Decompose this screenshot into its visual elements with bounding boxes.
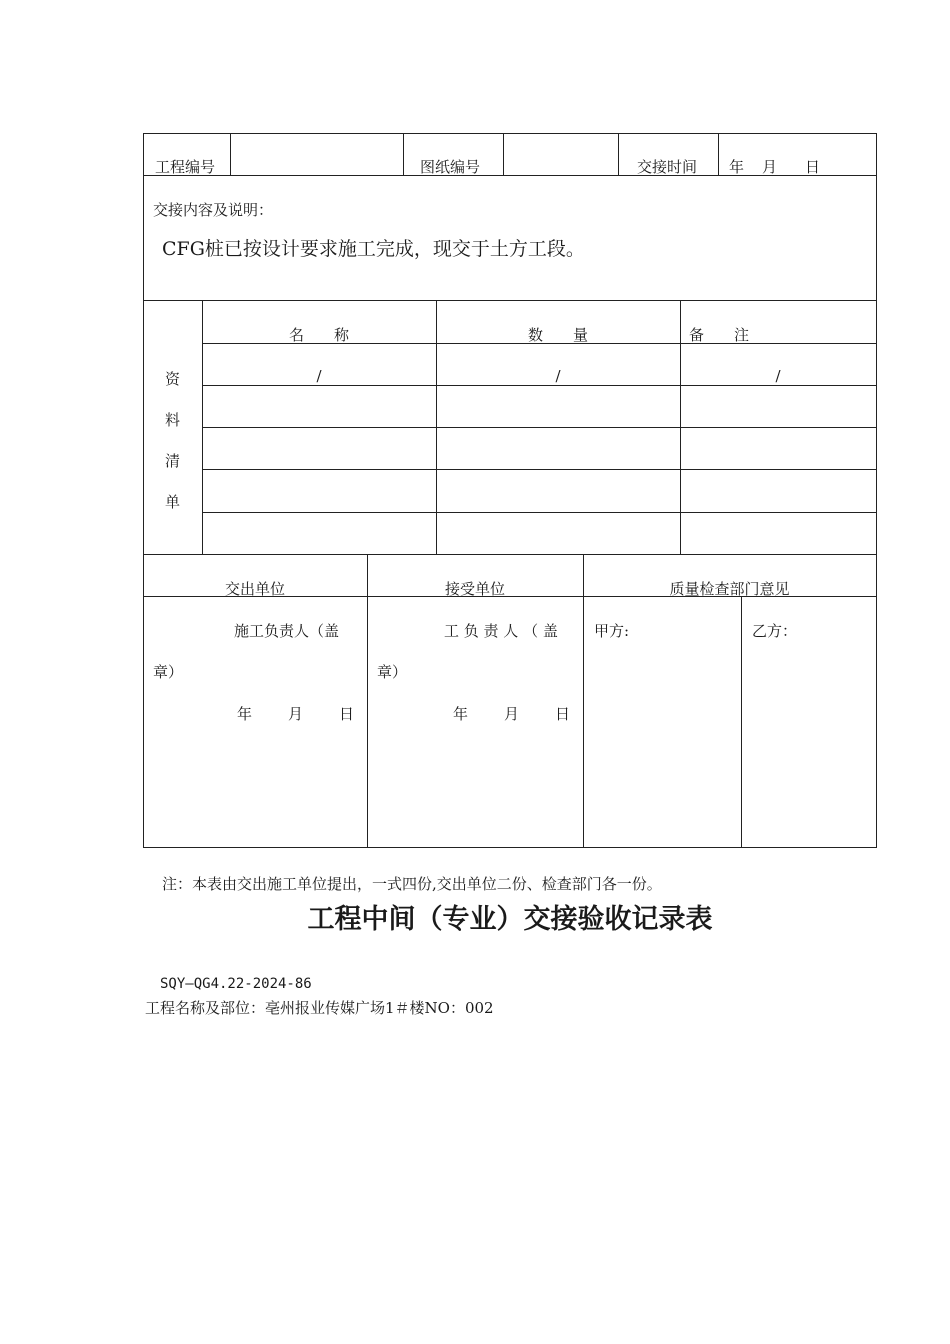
handover-date-year: 年 <box>237 705 253 723</box>
materials-cell-remarks: / <box>775 367 781 385</box>
receiving-signer-line1: 工 负 责 人 （ 盖 <box>444 622 558 640</box>
materials-side-label-4: 单 <box>165 493 181 511</box>
handover-date-month: 月 <box>288 705 304 723</box>
party-a-label: 甲方: <box>594 622 630 640</box>
column-header-name: 名 称 <box>288 326 349 344</box>
materials-side-label-1: 资 <box>165 370 181 388</box>
date-day: 日 <box>805 158 821 176</box>
handover-unit-header: 交出单位 <box>224 580 285 598</box>
page-title: 工程中间（专业）交接验收记录表 <box>307 904 713 935</box>
qc-opinion-header: 质量检查部门意见 <box>669 580 790 598</box>
project-no-label: 工程编号 <box>155 158 216 176</box>
form-code: SQY—QG4.22-2024-86 <box>160 976 312 992</box>
footnote: 注：本表由交出施工单位提出，一式四份,交出单位二份、检查部门各一份。 <box>162 875 662 893</box>
content-label: 交接内容及说明： <box>153 201 274 219</box>
materials-cell-quantity: / <box>555 367 561 385</box>
date-month: 月 <box>762 158 778 176</box>
handover-signer-line1: 施工负责人（盖 <box>234 622 340 640</box>
materials-side-label-3: 清 <box>165 452 181 470</box>
handover-date-day: 日 <box>339 705 355 723</box>
receiving-signer-line2: 章） <box>377 663 408 681</box>
date-year: 年 <box>729 158 745 176</box>
project-info: 工程名称及部位：亳州报业传媒广场1＃楼NO：002 <box>145 999 494 1017</box>
receiving-date-year: 年 <box>453 705 469 723</box>
receiving-unit-header: 接受单位 <box>444 580 505 598</box>
handover-signer-line2: 章） <box>153 663 184 681</box>
column-header-remarks: 备 注 <box>689 326 750 344</box>
receiving-date-month: 月 <box>504 705 520 723</box>
receiving-date-day: 日 <box>555 705 571 723</box>
materials-side-label-2: 料 <box>165 411 181 429</box>
party-b-label: 乙方： <box>752 622 798 640</box>
handover-time-label: 交接时间 <box>637 158 698 176</box>
content-text: CFG桩已按设计要求施工完成，现交于土方工段。 <box>162 238 585 260</box>
materials-cell-name: / <box>316 367 322 385</box>
column-header-quantity: 数 量 <box>527 326 588 344</box>
drawing-no-label: 图纸编号 <box>420 158 481 176</box>
